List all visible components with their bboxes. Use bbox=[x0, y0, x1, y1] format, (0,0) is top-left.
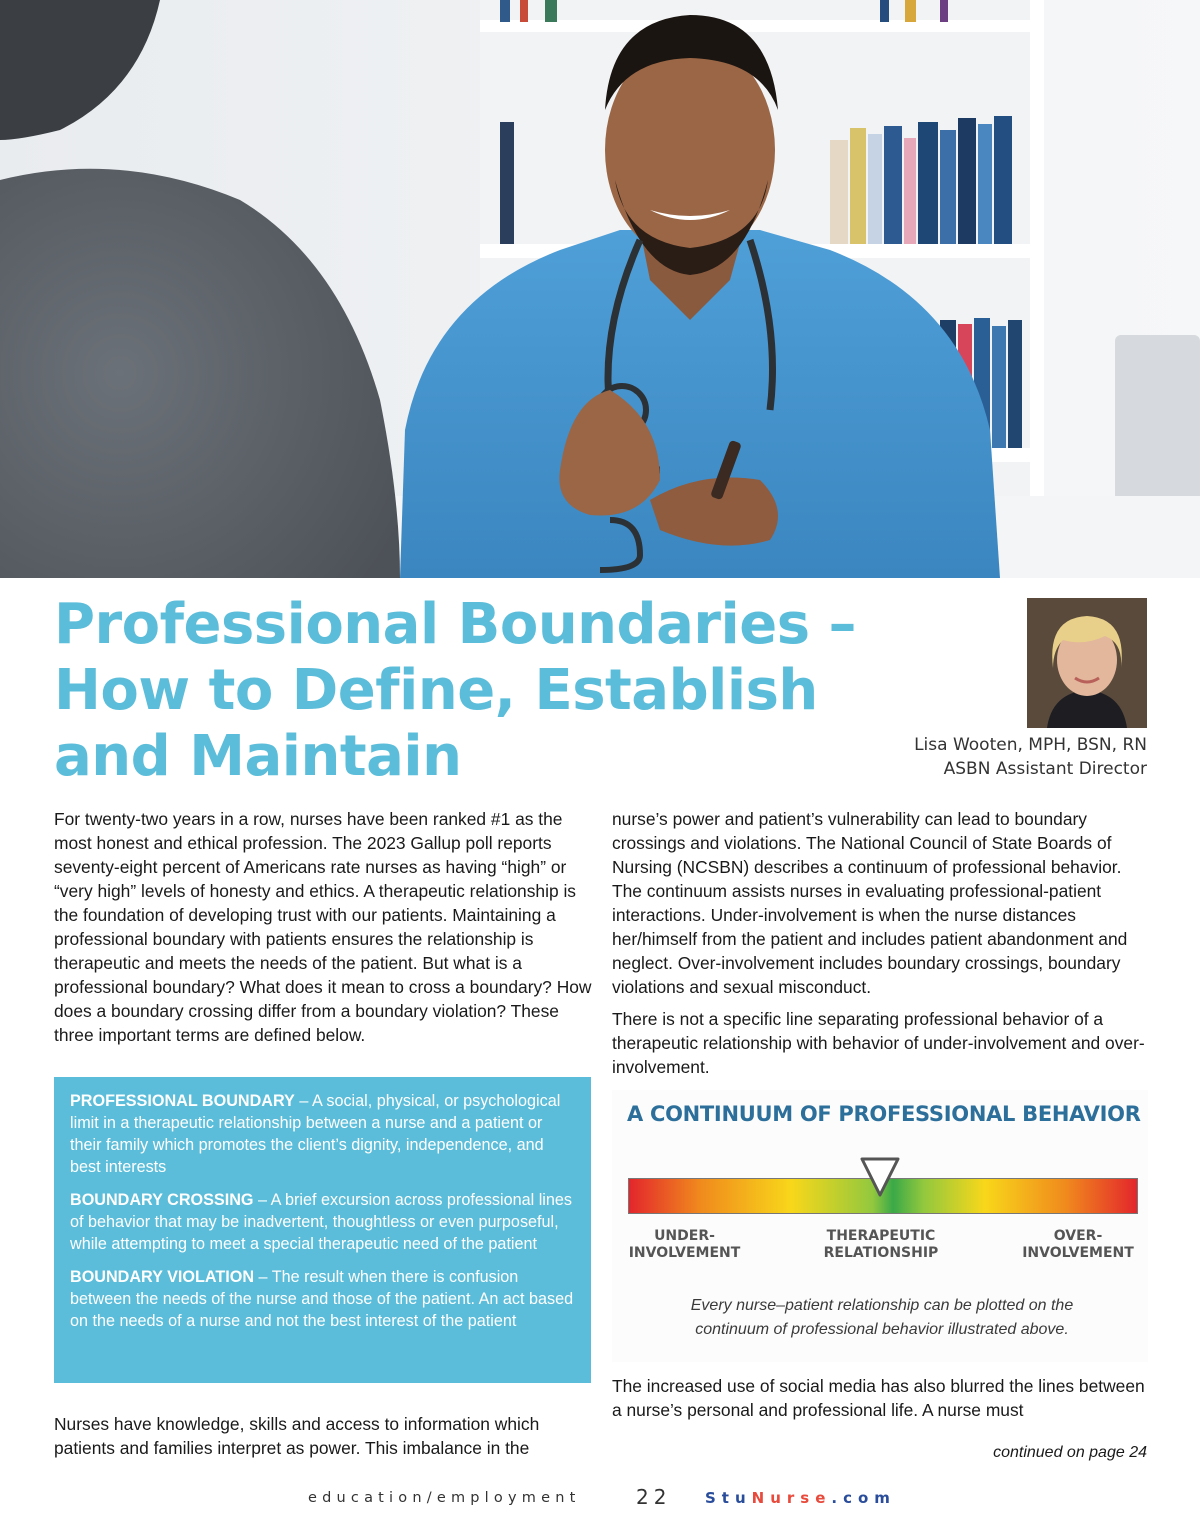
therapeutic-pointer-icon bbox=[860, 1157, 900, 1199]
label-line: THERAPEUTIC bbox=[826, 1228, 936, 1244]
label-therapeutic-relationship bbox=[820, 1228, 942, 1262]
author-name: Lisa Wooten, MPH, BSN, RN bbox=[914, 735, 1147, 755]
left-column-intro bbox=[54, 807, 594, 1047]
article-title-line-1: Professional Boundaries – bbox=[54, 592, 857, 657]
article-title bbox=[54, 592, 874, 790]
intro-paragraph: For twenty-two years in a row, nurses have been ranked #1 as the most honest and ethical profession. The 2023 Gallup poll reports seventy-eight percent of Americans rate nurses as having “high” or “very high” levels of honesty and ethics. A therapeutic relationship is the foundation of developing trust with our patients. Maintaining a professional boundary with patients ensures the relationship is therapeutic and meets the needs of the patient. But what is a professional boundary? What does it mean to cross a boundary? How does a boundary crossing differ from a boundary violation? These three important terms are defined below. bbox=[54, 809, 592, 1045]
label-line: OVER- bbox=[1053, 1228, 1103, 1244]
label-under-involvement bbox=[627, 1228, 742, 1262]
right-column bbox=[612, 807, 1148, 1079]
label-over-involvement bbox=[1017, 1228, 1139, 1262]
continued-note: continued on page 24 bbox=[993, 1444, 1147, 1461]
definition-boundary-violation bbox=[70, 1266, 575, 1332]
page-number: 22 bbox=[636, 1485, 672, 1509]
site-part-3: .com bbox=[831, 1489, 896, 1507]
definition-text: – The result when there is confusion between the needs of the nurse and those of the patient. An act based on the needs of a nurse and not the best interest of the patient bbox=[70, 1268, 574, 1330]
definition-professional-boundary bbox=[70, 1090, 575, 1178]
left-column-continued bbox=[54, 1412, 594, 1460]
definition-term: PROFESSIONAL BOUNDARY bbox=[70, 1092, 295, 1110]
right-column-continued bbox=[612, 1374, 1148, 1422]
label-line: UNDER- bbox=[654, 1228, 715, 1244]
caption-line: Every nurse–patient relationship can be plotted on the bbox=[690, 1297, 1074, 1314]
definition-term: BOUNDARY VIOLATION bbox=[70, 1268, 255, 1286]
definition-text: – A brief excursion across professional lines of behavior that may be inadvertent, thoughtless or even purposeful, while attempting to meet a special therapeutic need of the patient bbox=[70, 1191, 573, 1253]
label-line: INVOLVEMENT bbox=[628, 1245, 741, 1261]
footer-site-logo bbox=[705, 1489, 896, 1507]
footer-section-name: education/employment bbox=[308, 1490, 581, 1506]
article-title-line-2: How to Define, Establish bbox=[54, 658, 818, 723]
article-title-line-3: and Maintain bbox=[54, 724, 462, 789]
site-part-2: Nurse bbox=[751, 1489, 832, 1507]
social-media-paragraph: The increased use of social media has also blurred the lines between a nurse’s personal and professional life. A nurse must bbox=[612, 1376, 1145, 1420]
figure-title: A CONTINUUM OF PROFESSIONAL BEHAVIOR bbox=[627, 1102, 1141, 1126]
definition-term: BOUNDARY CROSSING bbox=[70, 1191, 254, 1209]
continuum-figure bbox=[612, 1090, 1148, 1362]
hero-photo bbox=[0, 0, 1200, 578]
continuum-paragraph: nurse’s power and patient’s vulnerability can lead to boundary crossings and violations. The National Council of State Boards of Nursing (NCSBN) describes a continuum of professional behavior. The continuum assists nurses in evaluating professional-patient interactions. Under-involvement is when the nurse distances her/himself from the patient and includes patient abandonment and neglect. Over-involvement includes boundary crossings, boundary violations and sexual misconduct. bbox=[612, 809, 1128, 997]
power-paragraph: Nurses have knowledge, skills and access to information which patients and families interpret as power. This imbalance in the bbox=[54, 1414, 540, 1458]
label-line: RELATIONSHIP bbox=[823, 1245, 939, 1261]
caption-line: continuum of professional behavior illustrated above. bbox=[695, 1321, 1069, 1338]
figure-caption bbox=[652, 1294, 1112, 1342]
no-specific-line-paragraph: There is not a specific line separating professional behavior of a therapeutic relationship with behavior of under-involvement and over-involvement. bbox=[612, 1009, 1145, 1077]
author-role: ASBN Assistant Director bbox=[943, 759, 1147, 779]
definitions-box bbox=[54, 1077, 591, 1383]
label-line: INVOLVEMENT bbox=[1022, 1245, 1134, 1261]
definition-text: – A social, physical, or psychological limit in a therapeutic relationship between a nurse and a patient or their family which promotes the client’s dignity, independence, and best interests bbox=[70, 1092, 561, 1176]
author-photo bbox=[1027, 598, 1147, 728]
definition-boundary-crossing bbox=[70, 1189, 575, 1255]
site-part-1: Stu bbox=[705, 1489, 752, 1507]
